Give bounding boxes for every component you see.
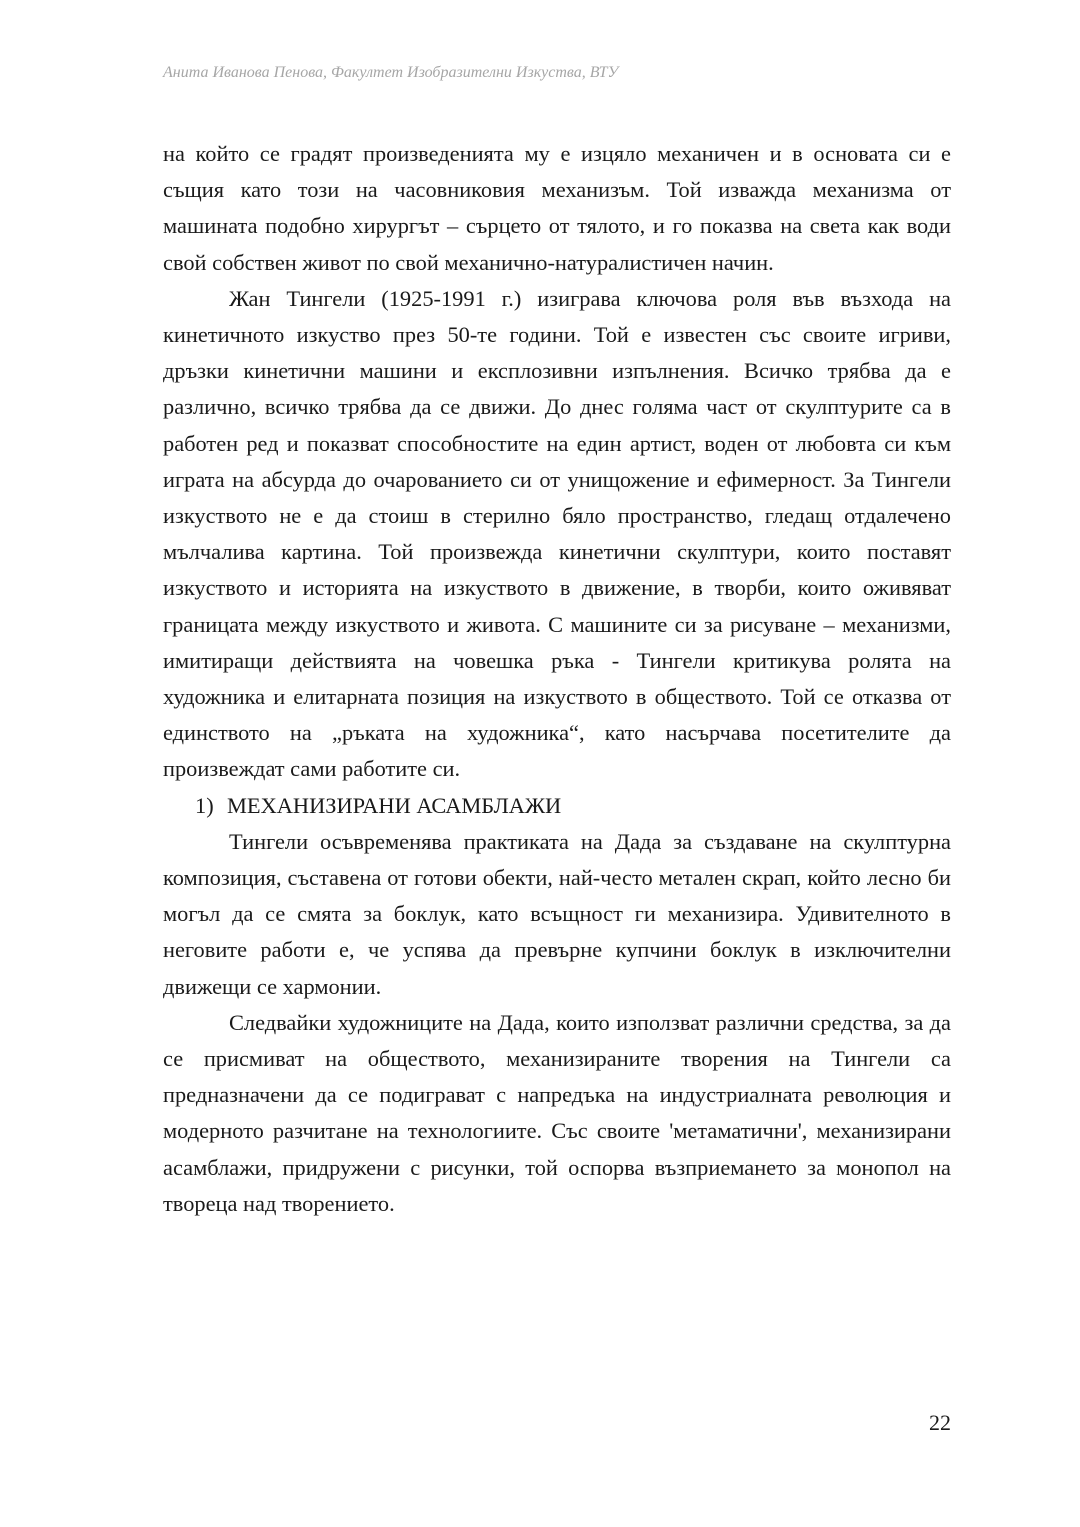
- paragraph-continuation: на който се градят произведенията му е изцяло механичен и в основата си е същия като този на часовниковия механизъм. Той изважда механизма от машината подобно хирургът – сърцето от тялото, и го показва на света как води свой собствен живот по свой механично-натуралистичен начин.: [163, 141, 951, 275]
- section-heading: [163, 788, 951, 824]
- section-number: 1): [195, 792, 214, 818]
- paragraph-dada: Следвайки художниците на Дада, които използват различни средства, за да се присмиват на обществото, механизираните творения на Тингели са предназначени да се подиграват с напредъка на индустриалната революция и модерното разчитане на технологиите. Със своите 'метаматични', механизирани асамблажи, придружени с рисунки, той оспорва възприемането за монопол на твореца над творението.: [163, 1009, 951, 1216]
- section-title: МЕХАНИЗИРАНИ АСАМБЛАЖИ: [227, 792, 562, 818]
- paragraph-tinguely-intro: Жан Тингели (1925-1991 г.) изиграва ключова роля във възхода на кинетичното изкуство през 50-те години. Той е известен със своите игриви, дръзки кинетични машини и експлозивни изпълнения. Всичко трябва да е различно, всичко трябва да се движи. До днес голяма част от скулптурите са в работен ред и показват способностите на един артист, воден от любовта си към играта на абсурда до очарованието си от унищожение и ефимерност. За Тингели изкуството не е да стоиш в стерилно бяло пространство, гледащ отдалечено мълчалива картина. Той произвежда кинетични скулптури, които поставят изкуството и историята на изкуството в движение, в творби, които оживяват границата между изкуството и живота. С машините си за рисуване – механизми, имитиращи действията на човешка ръка - Тингели критикува ролята на художника и елитарната позиция на изкуството в обществото. Той се отказва от единството на „ръката на художника“, като насърчава посетителите да произвеждат сами работите си.: [163, 285, 951, 782]
- running-header: Анита Иванова Пенова, Факултет Изобразителни Изкуства, ВТУ: [163, 64, 619, 81]
- page-number: 22: [929, 1410, 951, 1435]
- body-text: [163, 136, 951, 1222]
- paragraph-assemblages: Тингели осъвременява практиката на Дада за създаване на скулптурна композиция, съставена от готови обекти, най-често метален скрап, който лесно би могъл да се смята за боклук, като всъщност ги механизира. Удивителното в неговите работи е, че успява да превърне купчини боклук в изключителни движещи се хармонии.: [163, 828, 951, 999]
